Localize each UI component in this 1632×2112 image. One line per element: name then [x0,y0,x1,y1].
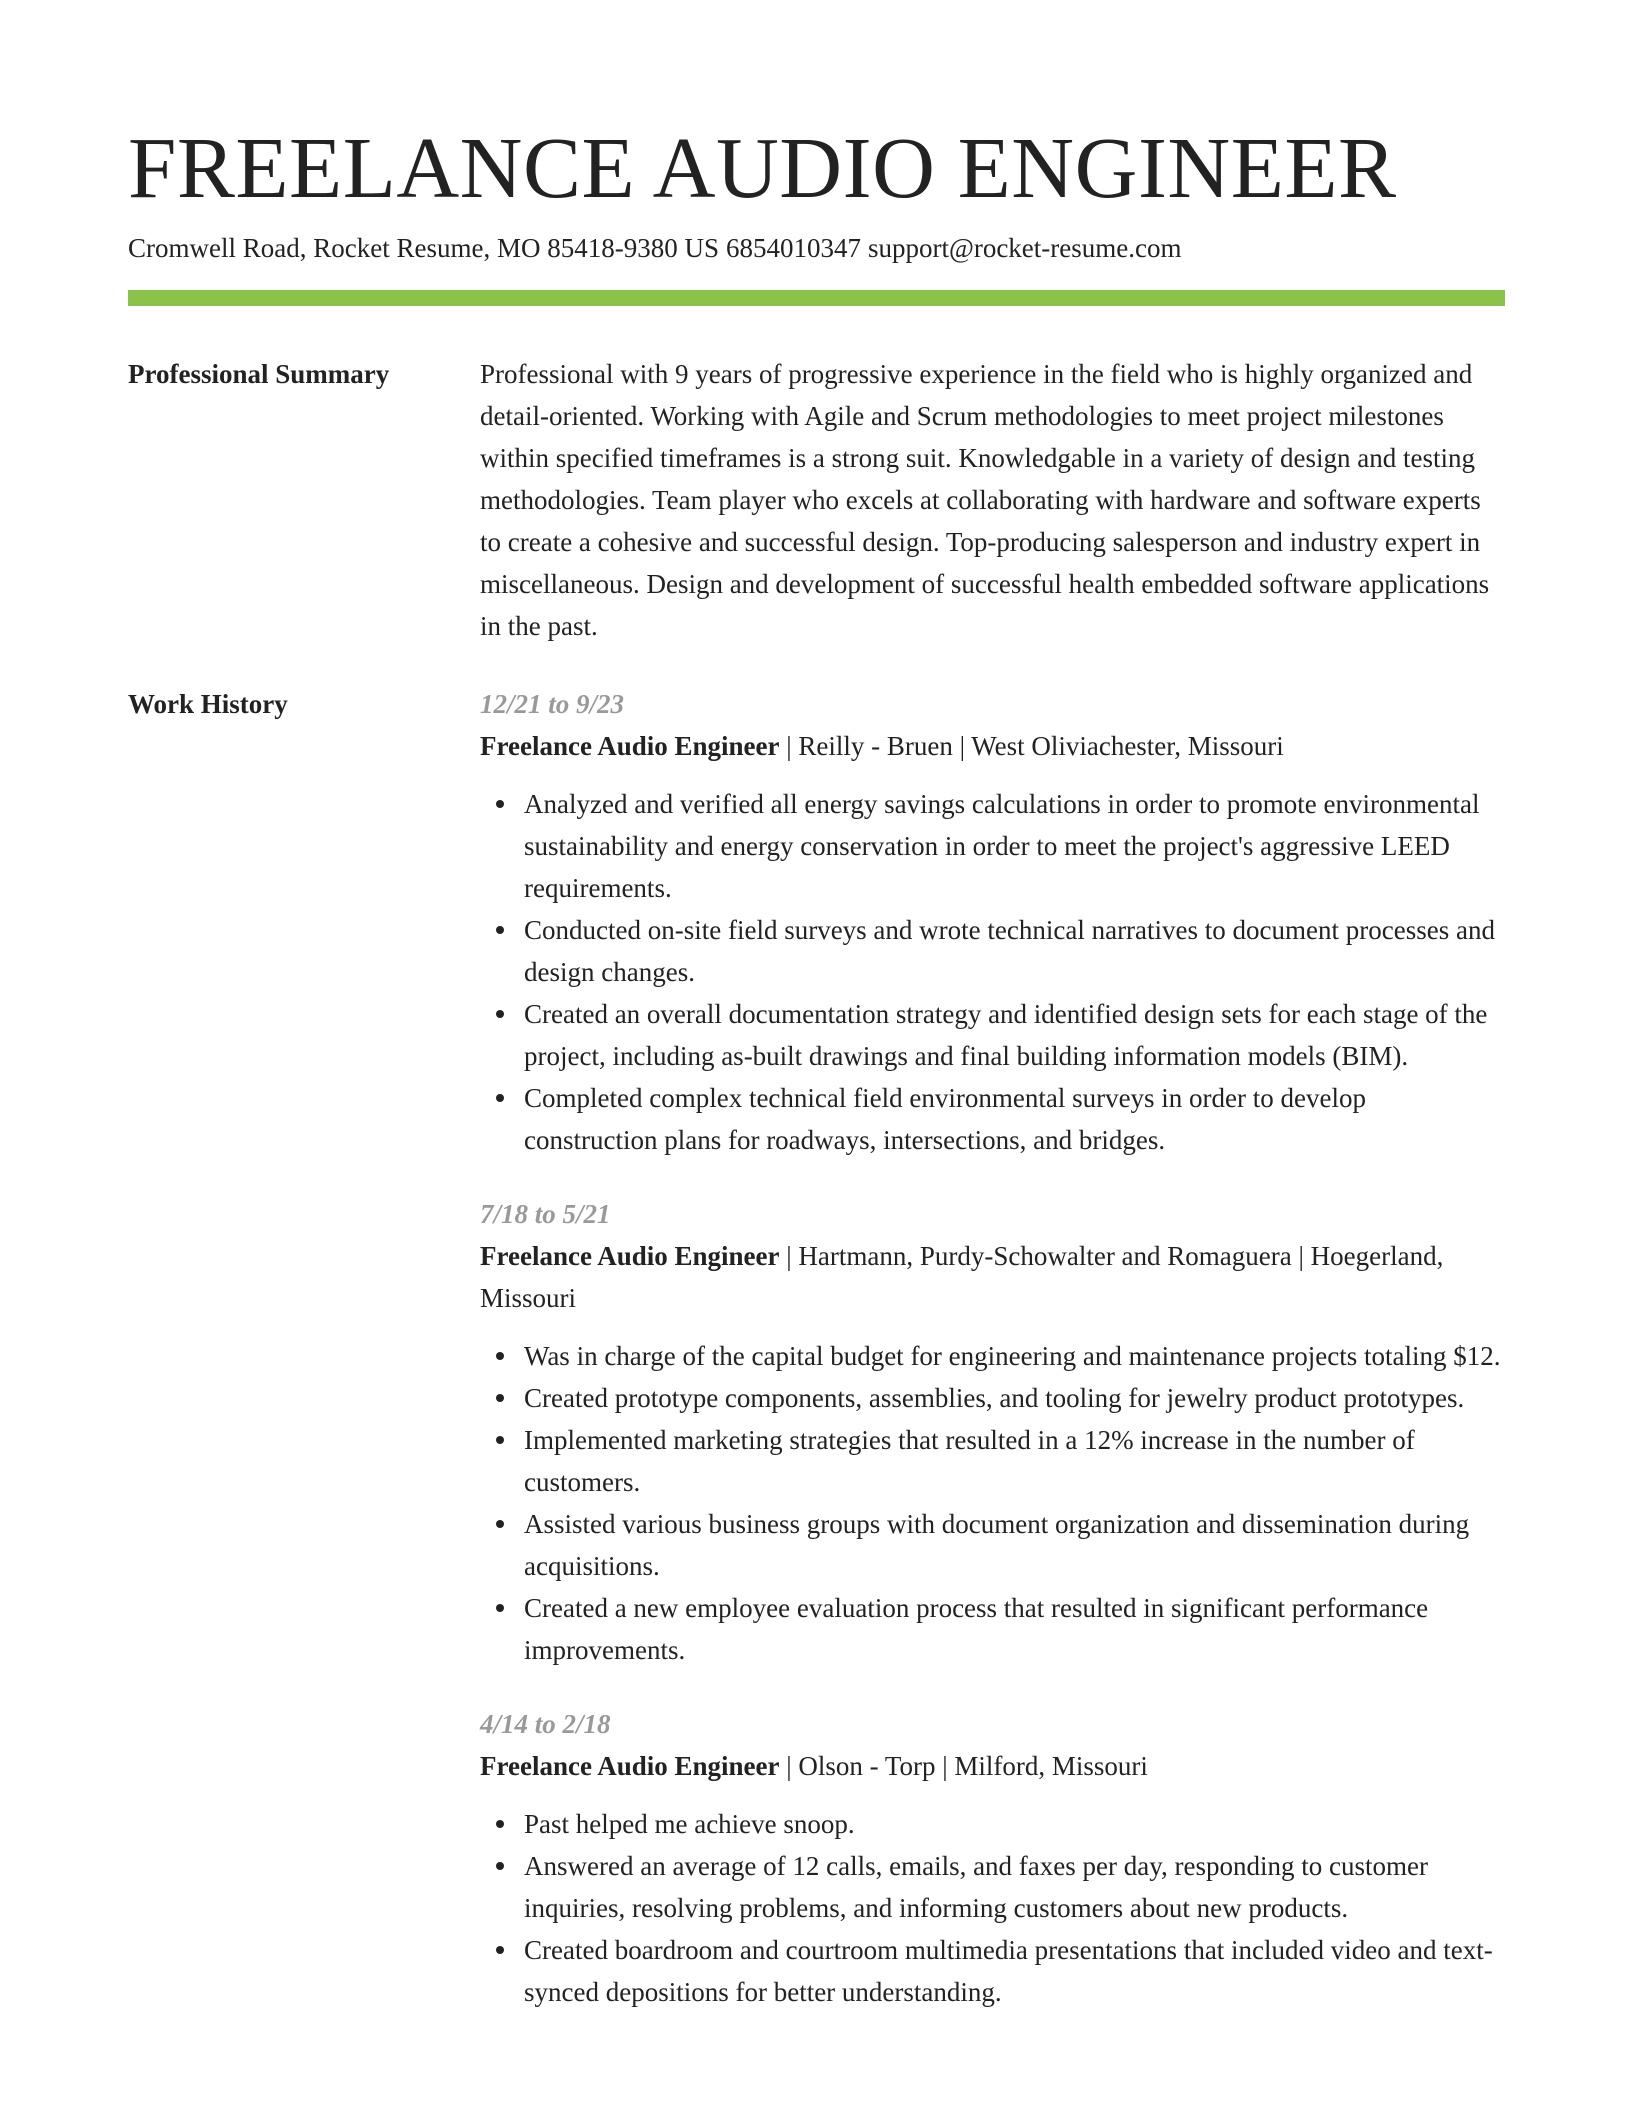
accent-divider [128,290,1505,306]
list-item: Created an overall documentation strategy and identified design sets for each stage of the project, including as-built drawings and final building information models (BIM). [524,993,1505,1077]
section-heading-summary: Professional Summary [128,359,390,389]
contact-email: support@rocket-resume.com [867,233,1182,263]
contact-address: Cromwell Road, Rocket Resume, MO 85418-9380 US [128,233,719,263]
list-item: Created boardroom and courtroom multimedia presentations that included video and text-synced depositions for better understanding. [524,1929,1505,2013]
job-entry [480,1193,1505,1671]
job-header [480,725,1505,767]
job-bullet-list [480,783,1505,1161]
job-dates: 4/14 to 2/18 [480,1709,611,1739]
job-company-location: | Hartmann, Purdy-Schowalter and Romaguera | Hoegerland, Missouri [480,1241,1444,1313]
list-item: Answered an average of 12 calls, emails, and faxes per day, responding to customer inquiries, resolving problems, and informing customers about new products. [524,1845,1505,1929]
job-dates: 7/18 to 5/21 [480,1199,611,1229]
list-item: Analyzed and verified all energy savings calculations in order to promote environmental sustainability and energy conservation in order to meet the project's aggressive LEED requirements. [524,783,1505,909]
job-header [480,1745,1505,1787]
page-title: FREELANCE AUDIO ENGINEER [128,119,1397,216]
summary-text: Professional with 9 years of progressive experience in the field who is highly organized and detail-oriented. Working with Agile and Scrum methodologies to meet project milestones within specified timeframes is a strong suit. Knowledgable in a variety of design and testing methodologies. Team player who excels at collaborating with hardware and software experts to create a cohesive and successful design. Top-producing salesperson and industry expert in miscellaneous. Design and development of successful health embedded software applications in the past. [480,359,1490,641]
work-history-section [128,683,1505,2013]
job-entry [480,683,1505,1161]
list-item: Created prototype components, assemblies, and tooling for jewelry product prototypes. [524,1377,1505,1419]
contact-phone: 6854010347 [725,233,861,263]
resume-page [128,118,1505,2013]
contact-line [128,230,1505,266]
job-list [480,683,1505,2013]
job-title: Freelance Audio Engineer [480,731,780,761]
job-company-location: | Olson - Torp | Milford, Missouri [779,1751,1148,1781]
job-title: Freelance Audio Engineer [480,1241,780,1271]
section-heading-work-history: Work History [128,689,288,719]
list-item: Completed complex technical field environmental surveys in order to develop construction plans for roadways, intersections, and bridges. [524,1077,1505,1161]
job-entry [480,1703,1505,2013]
job-bullet-list [480,1803,1505,2013]
job-company-location: | Reilly - Bruen | West Oliviachester, Missouri [779,731,1284,761]
job-title: Freelance Audio Engineer [480,1751,780,1781]
list-item: Was in charge of the capital budget for engineering and maintenance projects totaling $12. [524,1335,1505,1377]
job-dates: 12/21 to 9/23 [480,689,625,719]
job-bullet-list [480,1335,1505,1671]
summary-section [128,353,1505,647]
job-header [480,1235,1505,1319]
list-item: Assisted various business groups with document organization and dissemination during acquisitions. [524,1503,1505,1587]
list-item: Implemented marketing strategies that resulted in a 12% increase in the number of customers. [524,1419,1505,1503]
list-item: Created a new employee evaluation process that resulted in significant performance improvements. [524,1587,1505,1671]
list-item: Conducted on-site field surveys and wrote technical narratives to document processes and design changes. [524,909,1505,993]
list-item: Past helped me achieve snoop. [524,1803,1505,1845]
